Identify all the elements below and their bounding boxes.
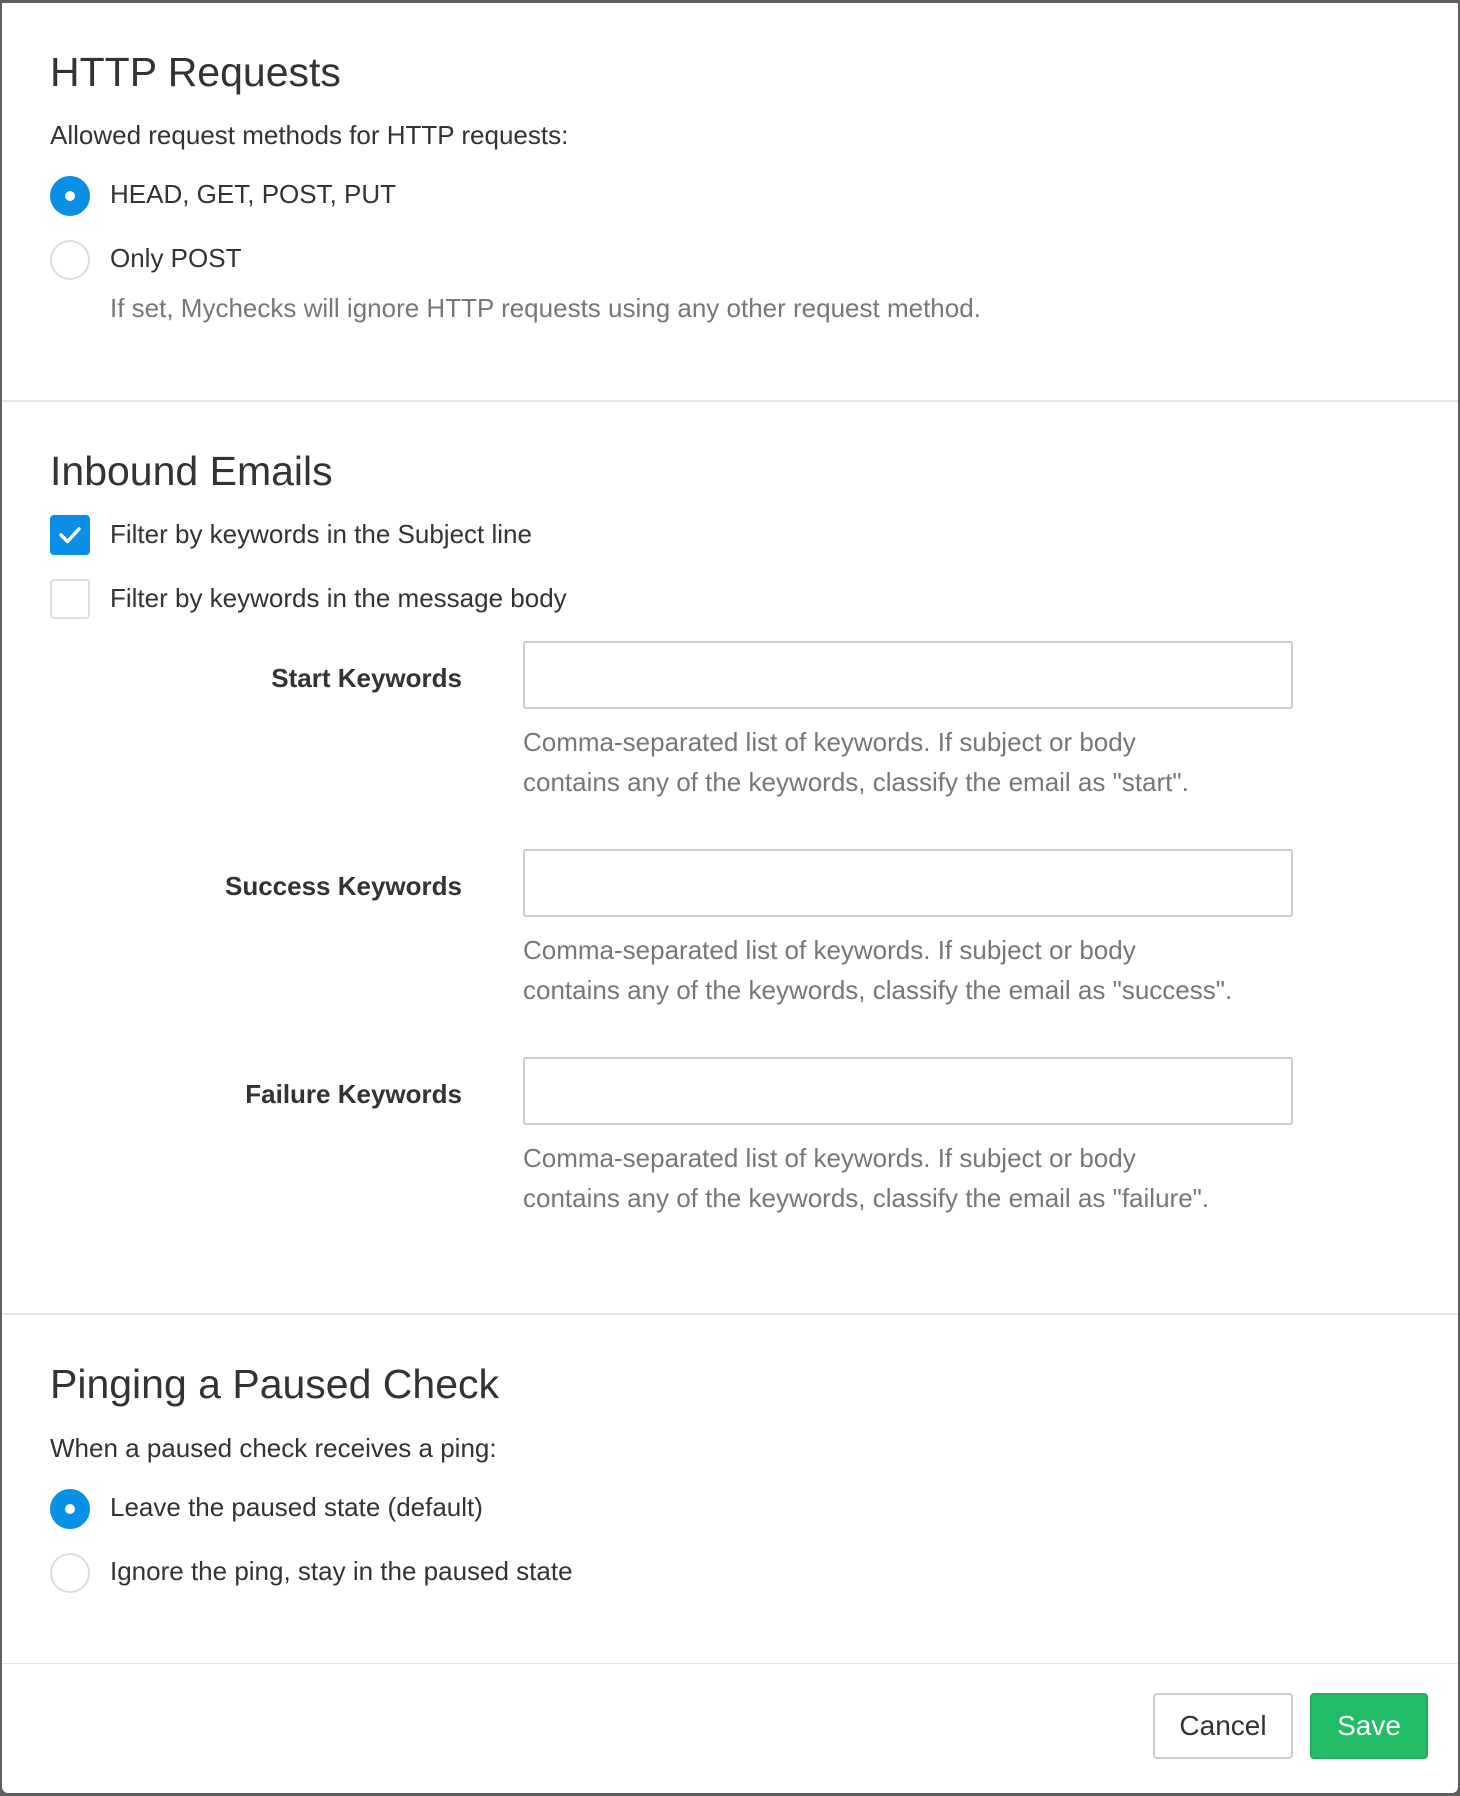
http-methods-help: If set, Mychecks will ignore HTTP requests using any other request method. — [110, 293, 981, 323]
filtering-rules-modal — [2, 3, 1458, 1793]
start-keywords-help-1: Comma-separated list of keywords. If subject or body — [523, 727, 1136, 757]
success-keywords-help-1: Comma-separated list of keywords. If subject or body — [523, 935, 1136, 965]
section-title-http: HTTP Requests — [50, 49, 341, 95]
save-button[interactable]: Save — [1310, 1693, 1428, 1759]
radio-leave-paused[interactable] — [50, 1489, 90, 1529]
radio-label-head-get-post-put[interactable]: HEAD, GET, POST, PUT — [110, 179, 397, 209]
checkbox-label-filter-body[interactable]: Filter by keywords in the message body — [110, 583, 567, 613]
checkbox-filter-body[interactable] — [50, 579, 90, 619]
paused-prompt: When a paused check receives a ping: — [50, 1433, 497, 1463]
footer-divider — [2, 1663, 1458, 1664]
cancel-button[interactable]: Cancel — [1153, 1693, 1293, 1759]
radio-head-get-post-put[interactable] — [50, 176, 90, 216]
radio-ignore-ping[interactable] — [50, 1553, 90, 1593]
section-title-paused: Pinging a Paused Check — [50, 1361, 500, 1407]
radio-only-post[interactable] — [50, 240, 90, 280]
checkmark-icon — [52, 517, 88, 553]
success-keywords-label: Success Keywords — [224, 871, 462, 901]
radio-label-only-post[interactable]: Only POST — [110, 243, 242, 273]
start-keywords-label: Start Keywords — [271, 663, 462, 693]
section-title-emails: Inbound Emails — [50, 448, 333, 494]
failure-keywords-help-2: contains any of the keywords, classify the email as "failure". — [523, 1183, 1210, 1213]
start-keywords-help-2: contains any of the keywords, classify the email as "start". — [523, 767, 1189, 797]
section-divider — [2, 400, 1458, 402]
radio-label-leave-paused[interactable]: Leave the paused state (default) — [110, 1492, 483, 1522]
radio-label-ignore-ping[interactable]: Ignore the ping, stay in the paused state — [110, 1556, 573, 1586]
failure-keywords-help-1: Comma-separated list of keywords. If subject or body — [523, 1143, 1136, 1173]
section-divider — [2, 1313, 1458, 1315]
start-keywords-input[interactable] — [523, 641, 1293, 709]
checkbox-label-filter-subject[interactable]: Filter by keywords in the Subject line — [110, 519, 532, 549]
http-methods-prompt: Allowed request methods for HTTP requests: — [50, 120, 569, 150]
success-keywords-input[interactable] — [523, 849, 1293, 917]
success-keywords-help-2: contains any of the keywords, classify the email as "success". — [523, 975, 1233, 1005]
failure-keywords-input[interactable] — [523, 1057, 1293, 1125]
failure-keywords-label: Failure Keywords — [245, 1079, 462, 1109]
checkbox-filter-subject[interactable] — [50, 515, 90, 555]
